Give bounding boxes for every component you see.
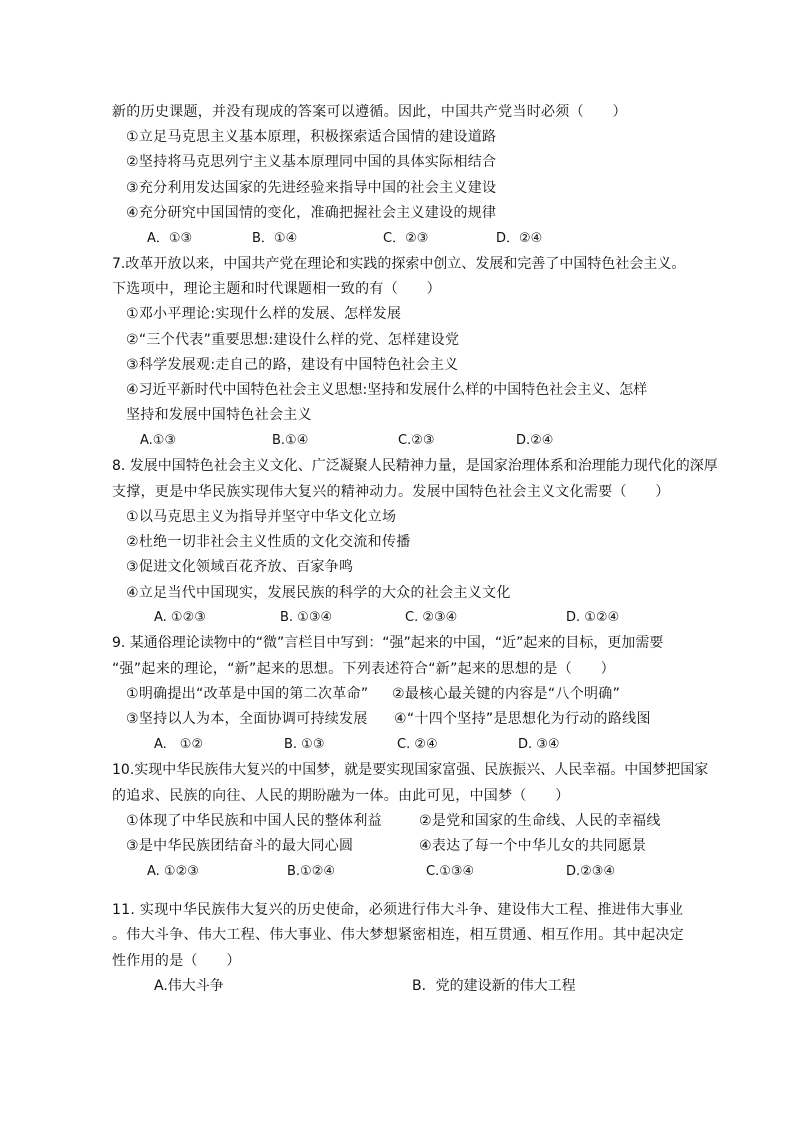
- q7-option-c[interactable]: C.②③: [398, 433, 435, 448]
- q6-item-4: ④充分研究中国国情的变化，准确把握社会主义建设的规律: [126, 205, 497, 221]
- q10-option-a[interactable]: A. ①②③: [147, 864, 199, 879]
- q7-option-b[interactable]: B.①④: [272, 433, 309, 448]
- q10-item-4: ④表达了每一个中华儿女的共同愿景: [419, 838, 647, 854]
- q8-option-d[interactable]: D. ①②④: [566, 610, 620, 625]
- q6-option-c[interactable]: C．②③: [383, 231, 429, 246]
- q9-option-c[interactable]: C. ②④: [397, 737, 438, 752]
- q9-item-3: ③坚持以人为本，全面协调可持续发展: [126, 711, 368, 727]
- q8-stem-line-2: 支撑，更是中华民族实现伟大复兴的精神动力。发展中国特色社会主义文化需要（ ）: [112, 484, 670, 500]
- q6-item-2: ②坚持将马克思列宁主义基本原理同中国的具体实际相结合: [126, 154, 497, 170]
- q9-stem-line-2: “强”起来的理论，“新”起来的思想。下列表述符合“新”起来的思想的是（ ）: [112, 661, 615, 677]
- q9-option-b[interactable]: B. ①③: [284, 737, 325, 752]
- q10-item-2: ②是党和国家的生命线、人民的幸福线: [419, 813, 661, 829]
- q8-item-4: ④立足当代中国现实，发展民族的科学的大众的社会主义文化: [126, 585, 511, 601]
- q7-stem-line-2: 下选项中，理论主题和时代课题相一致的有（ ）: [112, 281, 441, 297]
- q10-option-b[interactable]: B.①②④: [287, 864, 336, 879]
- q11-stem-line-2: 。伟大斗争、伟大工程、伟大事业、伟大梦想紧密相连，相互贯通、相互作用。其中起决定: [112, 927, 684, 943]
- q8-item-1: ①以马克思主义为指导并坚守中华文化立场: [126, 509, 397, 525]
- q9-item-1: ①明确提出“改革是中国的第二次革命”: [126, 686, 369, 702]
- q7-stem-line-1: 7.改革开放以来，中国共产党在理论和实践的探索中创立、发展和完善了中国特色社会主义。: [112, 256, 686, 272]
- q11-stem-line-1: 11. 实现中华民族伟大复兴的历史使命，必须进行伟大斗争、建设伟大工程、推进伟大事业: [112, 902, 684, 918]
- q11-option-b[interactable]: B．党的建设新的伟大工程: [412, 978, 576, 994]
- q7-item-4-cont: 坚持和发展中国特色社会主义: [126, 407, 312, 423]
- q6-option-b[interactable]: B．①④: [252, 231, 298, 246]
- q9-item-2: ②最核心最关键的内容是“八个明确”: [392, 686, 621, 702]
- q6-item-1: ①立足马克思主义基本原理，积极探索适合国情的建设道路: [126, 129, 497, 145]
- q7-item-1: ①邓小平理论:实现什么样的发展、怎样发展: [126, 306, 402, 322]
- q6-option-a[interactable]: A．①③: [147, 231, 193, 246]
- q9-option-d[interactable]: D. ③④: [518, 737, 560, 752]
- q6-stem-tail: 新的历史课题，并没有现成的答案可以遵循。因此，中国共产党当时必须（ ）: [112, 104, 627, 120]
- q6-item-3: ③充分利用发达国家的先进经验来指导中国的社会主义建设: [126, 180, 497, 196]
- q10-stem-line-2: 的追求、民族的向往、人民的期盼融为一体。由此可见，中国梦（ ）: [112, 788, 570, 804]
- q8-stem-line-1: 8. 发展中国特色社会主义文化、广泛凝聚人民精神力量，是国家治理体系和治理能力现代化的深厚: [112, 458, 718, 474]
- q8-option-c[interactable]: C. ②③④: [405, 610, 458, 625]
- q9-stem-line-1: 9. 某通俗理论读物中的“微”言栏目中写到：“强”起来的中国，“近”起来的目标，更加需要: [112, 635, 664, 651]
- q7-item-4: ④习近平新时代中国特色社会主义思想:坚持和发展什么样的中国特色社会主义、怎样: [126, 382, 648, 398]
- q7-item-2: ②“三个代表”重要思想:建设什么样的党、怎样建设党: [126, 332, 460, 348]
- q10-option-c[interactable]: C.①③④: [426, 864, 475, 879]
- q10-option-d[interactable]: D.②③④: [566, 864, 616, 879]
- q7-option-d[interactable]: D.②④: [516, 433, 554, 448]
- q7-option-a[interactable]: A.①③: [140, 433, 177, 448]
- q9-item-4: ④“十四个坚持”是思想化为行动的路线图: [394, 711, 651, 727]
- q10-item-1: ①体现了中华民族和中国人民的整体利益: [126, 813, 382, 829]
- q6-option-d[interactable]: D．②④: [496, 231, 543, 246]
- q10-item-3: ③是中华民族团结奋斗的最大同心圆: [126, 838, 354, 854]
- q8-item-3: ③促进文化领域百花齐放、百家争鸣: [126, 559, 354, 575]
- q11-option-a[interactable]: A.伟大斗争: [154, 978, 224, 994]
- q10-stem-line-1: 10.实现中华民族伟大复兴的中国梦，就是要实现国家富强、民族振兴、人民幸福。中国梦把国家: [112, 762, 709, 778]
- q8-option-b[interactable]: B. ①③④: [280, 610, 333, 625]
- q9-option-a[interactable]: A. ①②: [154, 737, 204, 752]
- q8-option-a[interactable]: A. ①②③: [154, 610, 206, 625]
- q7-item-3: ③科学发展观:走自己的路，建设有中国特色社会主义: [126, 357, 459, 373]
- q8-item-2: ②杜绝一切非社会主义性质的文化交流和传播: [126, 534, 411, 550]
- q11-stem-line-3: 性作用的是（ ）: [112, 953, 241, 969]
